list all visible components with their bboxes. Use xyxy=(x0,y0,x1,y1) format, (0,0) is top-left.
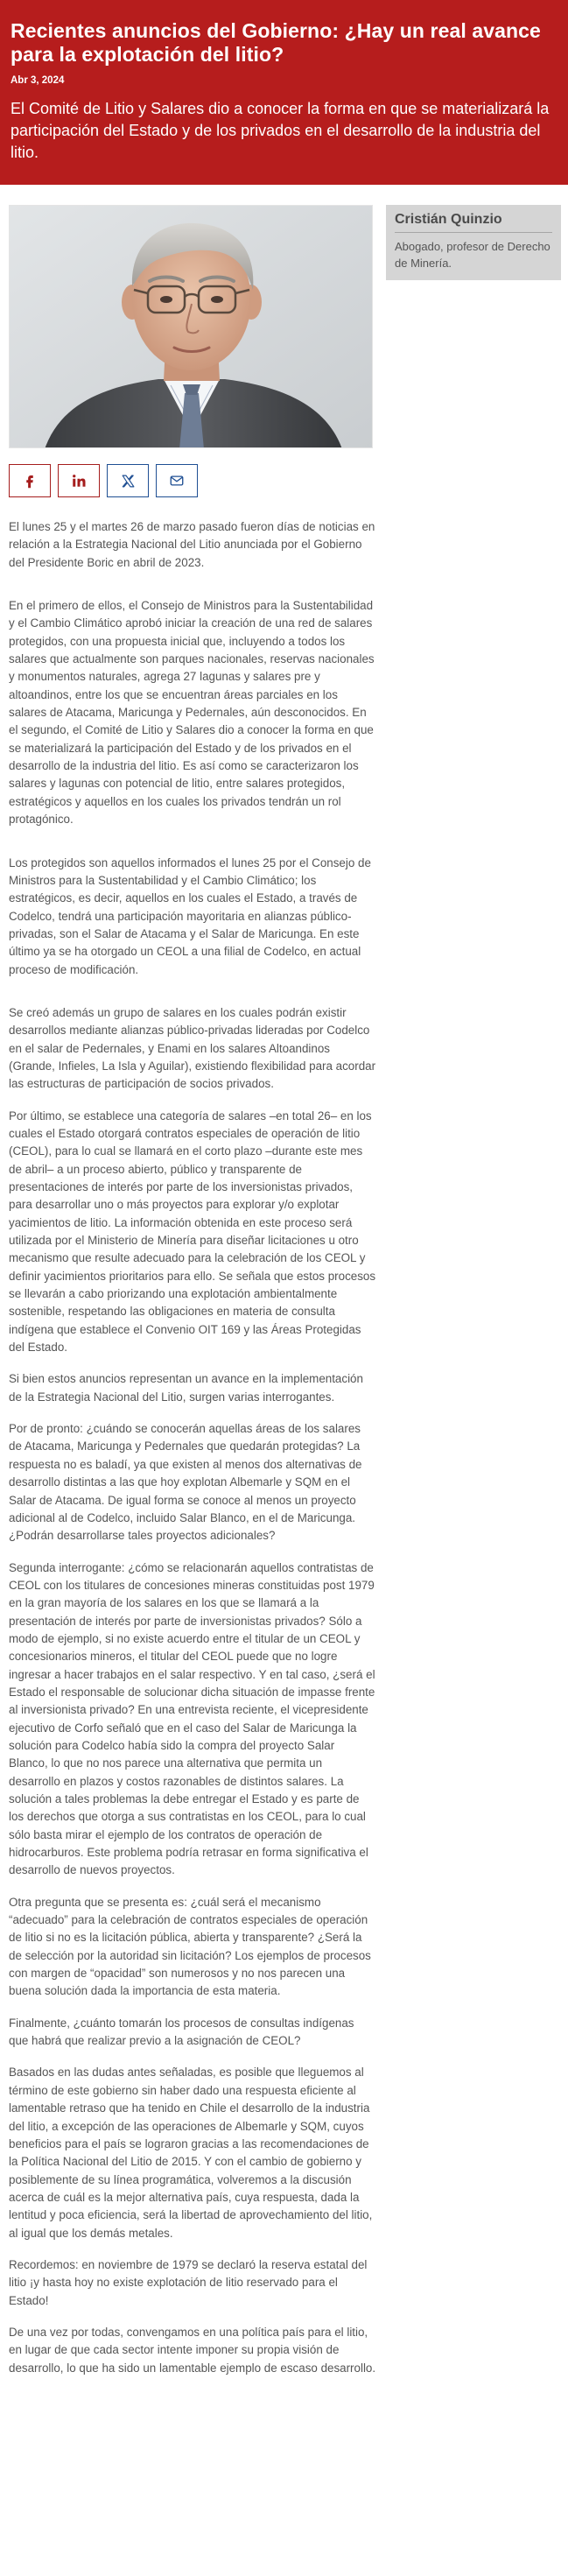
article-title: Recientes anuncios del Gobierno: ¿Hay un real avance para la explotación del litio? xyxy=(11,19,541,66)
article-paragraph: Segunda interrogante: ¿cómo se relacionarán aquellos contratistas de CEOL con los titulares de concesiones mineras constituidas post 1979 en la gran mayoría de los salares en los que se llamará a la presentación de interés por parte de inversionistas privados? Sólo a modo de ejemplo, si no existe acuerdo entre el titular de un CEOL y concesionarios mineros, el titular del CEOL puede que no logre ingresar a hacer trabajos en el salar respectivo. Y en tal caso, ¿será el Estado el responsable de solucionar dicha situación de impasse frente al inversionista privado? En una entrevista reciente, el vicepresidente ejecutivo de Corfo señaló que en el caso del Salar de Maricunga la solución para Codelco había sido la compra del proyecto Salar Blanco, lo que no nos parece una alternativa que permita un desarrollo en plazos y costos razonables de distintos salares. La solución a tales problemas la debe entregar el Estado y es parte de los derechos que otorga a sus contratistas en los CEOL, para lo cual sólo basta mirar el ejemplo de los contratos de operación de hidrocarburos. Este problema podría retrasar en forma significativa el desarrollo de nuevos proyectos. xyxy=(9,1560,375,1877)
article-header xyxy=(0,0,568,185)
article-paragraph: El lunes 25 y el martes 26 de marzo pasado fueron días de noticias en relación a la Estrategia Nacional del Litio anunciada por el Gobierno del Presidente Boric en abril de 2023. xyxy=(9,520,375,569)
article-paragraph: Recordemos: en noviembre de 1979 se declaró la reserva estatal del litio ¡y hasta hoy no existe explotación de litio reservado para el Estado! xyxy=(9,2257,368,2307)
article-lead: El Comité de Litio y Salares dio a conocer la forma en que se materializará la participación del Estado y de los privados en el desarrollo de la industria del litio. xyxy=(11,100,550,161)
share-x-button[interactable] xyxy=(107,464,149,497)
article-paragraph: Si bien estos anuncios representan un avance en la implementación de la Estrategia Nacional del Litio, surgen varias interrogantes. xyxy=(9,1372,363,1404)
share-linkedin-button[interactable] xyxy=(58,464,100,497)
author-role: Abogado, profesor de Derecho de Minería. xyxy=(395,240,550,270)
article-paragraph: Otra pregunta que se presenta es: ¿cuál será el mecanismo “adecuado” para la celebración de contratos especiales de operación de litio si no es la licitación pública, abierta y transparente? ¿Será la de selección por la autoridad sin licitación? Los ejemplos de procesos con margen de “opacidad” son numerosos y no nos parecen una buena solución dada la importancia de esta materia. xyxy=(9,1895,371,1998)
article-content xyxy=(0,185,568,2409)
x-icon xyxy=(121,474,136,489)
article-paragraph: De una vez por todas, convengamos en una política país para el litio, en lugar de que cada sector intente imponer su propia visión de desarrollo, lo que ha sido un lamentable ejemplo de escaso desarrollo. xyxy=(9,2325,376,2375)
article-body xyxy=(9,518,376,2377)
linkedin-icon xyxy=(71,473,87,489)
share-email-button[interactable] xyxy=(156,464,198,497)
author-name: Cristián Quinzio xyxy=(395,212,552,233)
email-icon xyxy=(169,473,185,489)
share-facebook-button[interactable] xyxy=(9,464,51,497)
author-photo xyxy=(9,205,373,448)
article-date: Abr 3, 2024 xyxy=(11,75,65,86)
share-buttons xyxy=(9,464,376,497)
article-paragraph: En el primero de ellos, el Consejo de Ministros para la Sustentabilidad y el Cambio Climático aprobó iniciar la creación de una red de salares protegidos, con una propuesta inicial que, incluyendo a todos los salares que actualmente son parques nacionales, reservas nacionales y monumentos naturales, agrega 27 lagunas y salares pre y altoandinos, entre los que se encuentran áreas parciales en los salares de Atacama, Maricunga y Pedernales, aún desconocidos. En el segundo, el Comité de Litio y Salares dio a conocer la forma en que se materializará la participación del Estado y de los privados en el desarrollo de la industria del litio. Es así como se caracterizaron los salares y lagunas con potencial de litio, entre salares protegidos, estratégicos y aquellos en los cuales los privados tendrán un rol protagónico. xyxy=(9,599,375,827)
article-paragraph: Los protegidos son aquellos informados el lunes 25 por el Consejo de Ministros para la Sustentabilidad y el Cambio Climático; los estratégicos, es decir, aquellos en los cuales el Estado, a través de Codelco, tendrá una participación mayoritaria en alianzas público-privadas, son el Salar de Atacama y el Salar de Maricunga. En este último ya se ha otorgado un CEOL a una filial de Codelco, en actual proceso de modificación. xyxy=(9,855,371,976)
article-paragraph: Por último, se establece una categoría de salares –en total 26– en los cuales el Estado otorgará contratos especiales de operación de litio (CEOL), para lo cual se llamará en el corto plazo –durante este mes de abril– a un proceso abierto, público y transparente de presentaciones de interés por parte de los inversionistas privados, para desarrollar uno o más proyectos para explorar y/o explotar yacimientos de litio. La información obtenida en este proceso será utilizada por el Ministerio de Minería para diseñar licitaciones u otro mecanismo que resulte adecuado para la celebración de los CEOL y definir yacimientos prioritarios para ello. Se señala que estos procesos se llevarán a cabo priorizando una explotación ambientalmente sostenible, respetando las obligaciones en materia de consulta indígena que establece el Convenio OIT 169 y las Áreas Protegidas del Estado. xyxy=(9,1109,376,1355)
article-paragraph: Finalmente, ¿cuánto tomarán los procesos de consultas indígenas que habrá que realizar previo a la asignación de CEOL? xyxy=(9,2016,354,2048)
main-column xyxy=(9,205,376,2377)
author-card xyxy=(386,205,561,280)
facebook-icon xyxy=(22,473,38,489)
article-paragraph: Se creó además un grupo de salares en los cuales podrán existir desarrollos mediante alianzas público-privadas lideradas por Codelco en el salar de Pedernales, y Enami en los salares Altoandinos (Grande, Infieles, La Isla y Aguilar), existiendo flexibilidad para acordar las estructuras de participación de socios privados. xyxy=(9,1005,376,1091)
article-paragraph: Basados en las dudas antes señaladas, es posible que lleguemos al término de este gobierno sin haber dado una respuesta eficiente al lamentable retraso que ha tenido en Chile el desarrollo de la industria del litio, a excepción de las operaciones de Albemarle y SQM, cuyos beneficios para el país se lograron gracias a las recomendaciones de la Política Nacional del Litio de 2015. Y con el cambio de gobierno y posiblemente de su línea programática, volveremos a la discusión acerca de cuál es la mejor alternativa país, cuya respuesta, dada la lentitud y poca eficiencia, será la libertad de aprovechamiento del litio, al igual que los demás metales. xyxy=(9,2066,373,2240)
article-paragraph: Por de pronto: ¿cuándo se conocerán aquellas áreas de los salares de Atacama, Maricunga y Pedernales que quedarán protegidas? La respuesta no es baladí, ya que existen al menos dos alternativas de desarrollo distintas a las que hoy explotan Albemarle y SQM en el Salar de Atacama. De igual forma se conoce al menos un proyecto adicional al de Codelco, incluido Salar Blanco, en el de Maricunga. ¿Podrán desarrollarse tales proyectos adicionales? xyxy=(9,1422,362,1543)
